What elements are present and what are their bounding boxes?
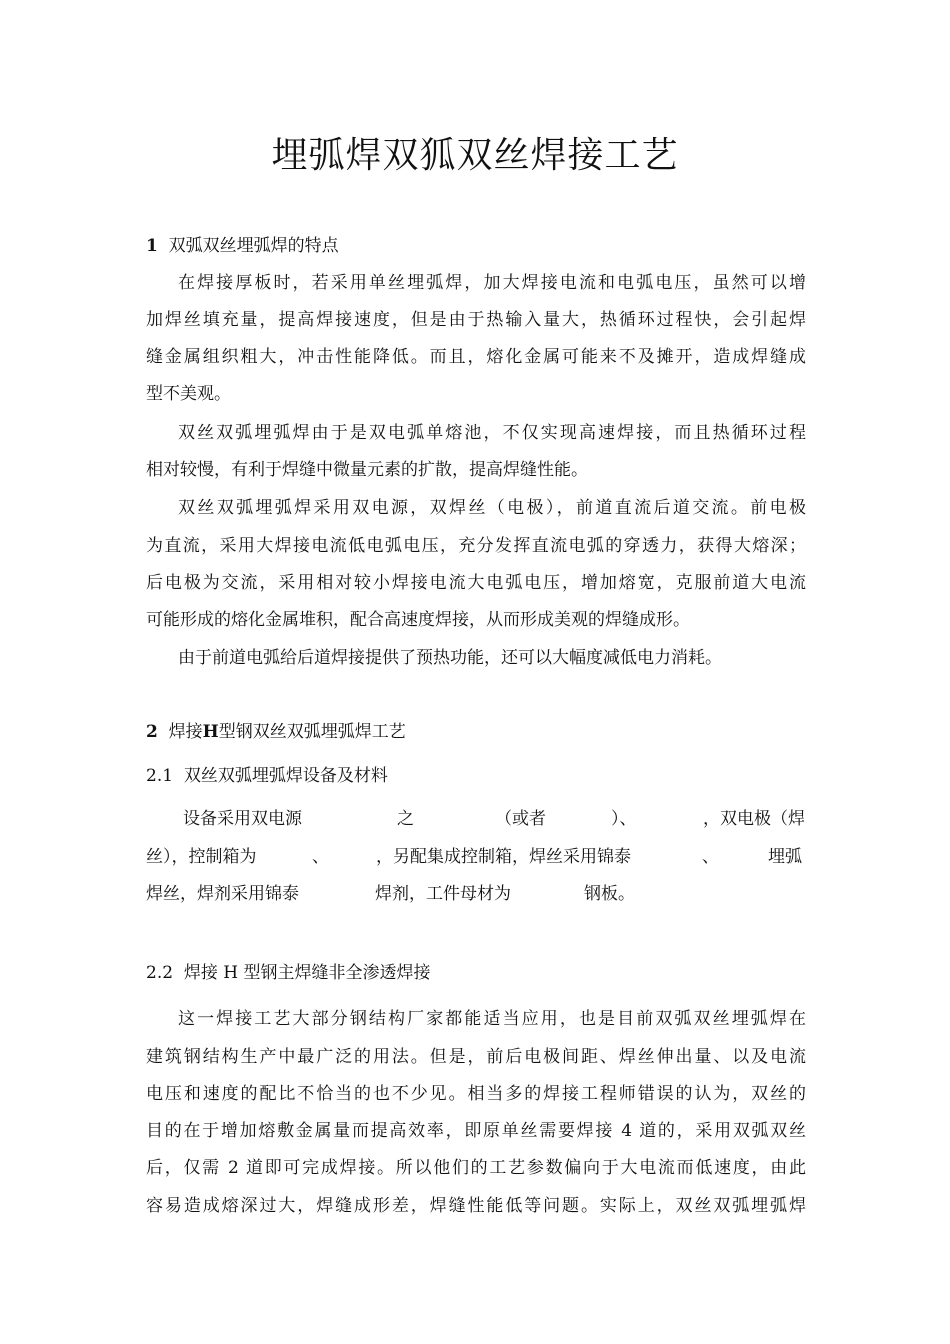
text-fragment: 钢板。 bbox=[584, 884, 635, 904]
section-2-heading bbox=[146, 720, 806, 744]
paragraph-line: 为直流，采用大焊接电流低电弧电压，充分发挥直流电弧的穿透力，获得大熔深； bbox=[146, 536, 806, 556]
paragraph-line: 建筑钢结构生产中最广泛的用法。但是，前后电极间距、焊丝伸出量、以及电流 bbox=[146, 1047, 806, 1067]
text-fragment: 丝），控制箱为 bbox=[146, 847, 257, 867]
paragraph-line: 在焊接厚板时，若采用单丝埋弧焊，加大焊接电流和电弧电压，虽然可以增 bbox=[178, 273, 806, 293]
section-2-title-post: 型钢双丝双弧埋弧焊工艺 bbox=[218, 722, 406, 742]
paragraph-line: 可能形成的熔化金属堆积，配合高速度焊接，从而形成美观的焊缝成形。 bbox=[146, 610, 690, 630]
text-fragment: ）、 bbox=[611, 809, 637, 829]
paragraph-line: 由于前道电弧给后道焊接提供了预热功能，还可以大幅度减低电力消耗。 bbox=[178, 648, 722, 668]
section-2-number: 2 bbox=[146, 722, 158, 742]
text-fragment: ，另配集成控制箱，焊丝采用锦泰 bbox=[376, 847, 631, 867]
paragraph-line: 缝金属组织粗大，冲击性能降低。而且，熔化金属可能来不及摊开，造成焊缝成 bbox=[146, 347, 806, 367]
section-1-heading bbox=[146, 234, 806, 258]
text-fragment: 、 bbox=[312, 847, 329, 867]
paragraph-line: 容易造成熔深过大，焊缝成形差，焊缝性能低等问题。实际上，双丝双弧埋弧焊 bbox=[146, 1196, 806, 1216]
section-2-1-heading bbox=[146, 764, 806, 788]
paragraph-line: 这一焊接工艺大部分钢结构厂家都能适当应用，也是目前双弧双丝埋弧焊在 bbox=[178, 1009, 806, 1029]
paragraph-line: 目的在于增加熔敷金属量而提高效率，即原单丝需要焊接 4 道的，采用双弧双丝 bbox=[146, 1121, 806, 1141]
section-2-2-title: 焊接 H 型钢主焊缝非全渗透焊接 bbox=[183, 963, 431, 983]
paragraph-line: 后，仅需 2 道即可完成焊接。所以他们的工艺参数偏向于大电流而低速度，由此 bbox=[146, 1158, 806, 1178]
paragraph-line: 双丝双弧埋弧焊由于是双电弧单熔池，不仅实现高速焊接，而且热循环过程 bbox=[178, 423, 806, 443]
section-1-title: 双弧双丝埋弧焊的特点 bbox=[168, 236, 339, 256]
paragraph-line: 型不美观。 bbox=[146, 384, 231, 404]
document-title: 埋弧焊双狐双丝焊接工艺 bbox=[271, 135, 679, 176]
text-fragment: ，双电极（焊 bbox=[703, 809, 805, 829]
text-fragment: 设备采用双电源 bbox=[183, 809, 302, 829]
text-fragment: 之 bbox=[397, 809, 414, 829]
paragraph-line: 加焊丝填充量，提高焊接速度，但是由于热输入量大，热循环过程快，会引起焊 bbox=[146, 310, 806, 330]
text-fragment: （或者 bbox=[495, 809, 546, 829]
text-fragment: 埋弧 bbox=[768, 847, 802, 867]
text-fragment: 、 bbox=[702, 847, 719, 867]
paragraph-line: 电压和速度的配比不恰当的也不少见。相当多的焊接工程师错误的认为，双丝的 bbox=[146, 1084, 806, 1104]
section-2-2-number: 2.2 bbox=[146, 963, 174, 983]
section-1-number: 1 bbox=[146, 236, 158, 256]
section-2-1-number: 2.1 bbox=[146, 766, 174, 786]
section-2-title-pre: 焊接 bbox=[168, 722, 203, 742]
text-fragment: 焊剂，工件母材为 bbox=[375, 884, 511, 904]
paragraph-line: 后电极为交流，采用相对较小焊接电流大电弧电压，增加熔宽，克服前道大电流 bbox=[146, 573, 806, 593]
section-2-2-heading bbox=[146, 961, 806, 985]
section-2-title-bold: H bbox=[202, 722, 219, 742]
paragraph-line: 双丝双弧埋弧焊采用双电源，双焊丝（电极），前道直流后道交流。前电极 bbox=[178, 498, 806, 518]
paragraph-line: 相对较慢，有利于焊缝中微量元素的扩散，提高焊缝性能。 bbox=[146, 460, 588, 480]
section-2-1-title: 双丝双弧埋弧焊设备及材料 bbox=[183, 766, 388, 786]
text-fragment: 焊丝，焊剂采用锦泰 bbox=[146, 884, 299, 904]
